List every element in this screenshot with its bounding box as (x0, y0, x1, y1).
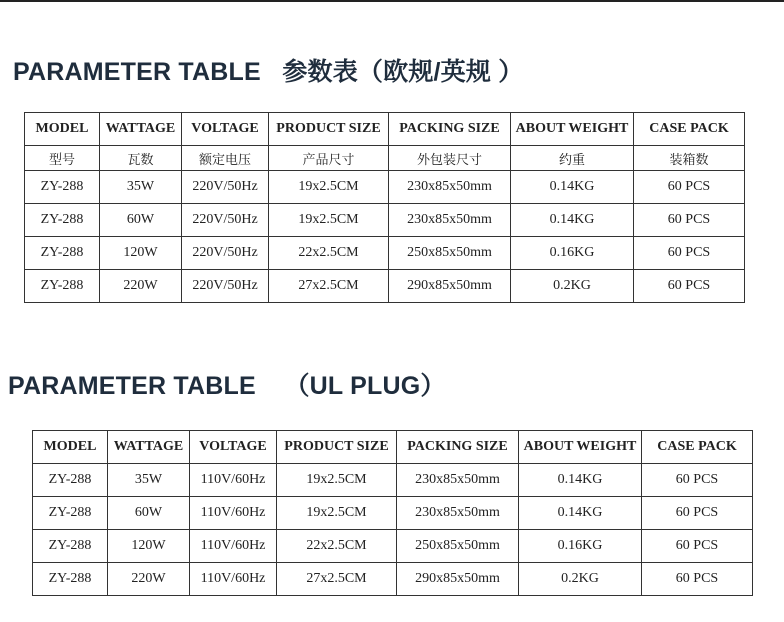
cell-model: ZY-288 (25, 204, 100, 237)
cell-wattage: 220W (100, 270, 182, 303)
col-subheader-product-size: 产品尺寸 (269, 146, 389, 171)
cell-product-size: 27x2.5CM (269, 270, 389, 303)
cell-wattage: 60W (100, 204, 182, 237)
cell-weight: 0.14KG (511, 204, 634, 237)
cell-packing-size: 250x85x50mm (397, 530, 519, 563)
cell-model: ZY-288 (33, 464, 108, 497)
cell-model: ZY-288 (25, 171, 100, 204)
cell-packing-size: 290x85x50mm (389, 270, 511, 303)
cell-case-pack: 60 PCS (634, 270, 745, 303)
cell-model: ZY-288 (33, 563, 108, 596)
table-row (33, 530, 753, 563)
cell-model: ZY-288 (33, 497, 108, 530)
col-subheader-case-pack: 装箱数 (634, 146, 745, 171)
table-row (33, 497, 753, 530)
cell-weight: 0.16KG (511, 237, 634, 270)
cell-packing-size: 230x85x50mm (397, 464, 519, 497)
cell-product-size: 19x2.5CM (269, 171, 389, 204)
col-header-packing-size: PACKING SIZE (389, 113, 511, 146)
table-subheader-row (25, 146, 745, 171)
cell-weight: 0.14KG (511, 171, 634, 204)
cell-packing-size: 290x85x50mm (397, 563, 519, 596)
col-header-packing-size: PACKING SIZE (397, 431, 519, 464)
cell-product-size: 19x2.5CM (277, 497, 397, 530)
cell-case-pack: 60 PCS (642, 497, 753, 530)
col-header-product-size: PRODUCT SIZE (277, 431, 397, 464)
cell-wattage: 35W (100, 171, 182, 204)
col-header-wattage: WATTAGE (100, 113, 182, 146)
table-row (33, 464, 753, 497)
cell-model: ZY-288 (33, 530, 108, 563)
cell-case-pack: 60 PCS (634, 237, 745, 270)
table-row (25, 204, 745, 237)
section-title-ul-plug: PARAMETER TABLE （UL PLUG） (8, 372, 446, 400)
cell-voltage: 110V/60Hz (190, 497, 277, 530)
cell-product-size: 19x2.5CM (269, 204, 389, 237)
cell-case-pack: 60 PCS (634, 204, 745, 237)
col-header-case-pack: CASE PACK (642, 431, 753, 464)
cell-case-pack: 60 PCS (642, 464, 753, 497)
cell-voltage: 110V/60Hz (190, 530, 277, 563)
cell-weight: 0.16KG (519, 530, 642, 563)
col-header-wattage: WATTAGE (108, 431, 190, 464)
cell-wattage: 60W (108, 497, 190, 530)
table-header-row (25, 113, 745, 146)
cell-voltage: 220V/50Hz (182, 204, 269, 237)
cell-weight: 0.14KG (519, 497, 642, 530)
col-header-voltage: VOLTAGE (182, 113, 269, 146)
cell-case-pack: 60 PCS (642, 563, 753, 596)
table-header-row (33, 431, 753, 464)
cell-voltage: 220V/50Hz (182, 171, 269, 204)
table-row (25, 270, 745, 303)
col-subheader-weight: 约重 (511, 146, 634, 171)
cell-packing-size: 230x85x50mm (389, 204, 511, 237)
cell-product-size: 22x2.5CM (277, 530, 397, 563)
cell-voltage: 220V/50Hz (182, 270, 269, 303)
cell-model: ZY-288 (25, 270, 100, 303)
cell-wattage: 120W (100, 237, 182, 270)
cell-product-size: 22x2.5CM (269, 237, 389, 270)
top-divider (0, 0, 784, 2)
col-subheader-model: 型号 (25, 146, 100, 171)
cell-wattage: 120W (108, 530, 190, 563)
cell-voltage: 110V/60Hz (190, 464, 277, 497)
parameter-table-eu-uk (24, 112, 745, 303)
cell-weight: 0.2KG (511, 270, 634, 303)
col-header-about-weight: ABOUT WEIGHT (519, 431, 642, 464)
table-row (25, 171, 745, 204)
table-row (25, 237, 745, 270)
cell-wattage: 220W (108, 563, 190, 596)
cell-model: ZY-288 (25, 237, 100, 270)
col-header-case-pack: CASE PACK (634, 113, 745, 146)
section-title-eu-uk: PARAMETER TABLE 参数表（欧规/英规 ） (13, 58, 524, 86)
table-row (33, 563, 753, 596)
cell-voltage: 220V/50Hz (182, 237, 269, 270)
cell-weight: 0.14KG (519, 464, 642, 497)
col-header-about-weight: ABOUT WEIGHT (511, 113, 634, 146)
cell-packing-size: 250x85x50mm (389, 237, 511, 270)
col-header-model: MODEL (33, 431, 108, 464)
col-subheader-packing-size: 外包装尺寸 (389, 146, 511, 171)
cell-voltage: 110V/60Hz (190, 563, 277, 596)
col-subheader-wattage: 瓦数 (100, 146, 182, 171)
parameter-table-ul-plug (32, 430, 753, 596)
cell-product-size: 27x2.5CM (277, 563, 397, 596)
cell-wattage: 35W (108, 464, 190, 497)
col-header-voltage: VOLTAGE (190, 431, 277, 464)
cell-weight: 0.2KG (519, 563, 642, 596)
cell-case-pack: 60 PCS (642, 530, 753, 563)
cell-case-pack: 60 PCS (634, 171, 745, 204)
cell-packing-size: 230x85x50mm (397, 497, 519, 530)
col-header-product-size: PRODUCT SIZE (269, 113, 389, 146)
col-subheader-voltage: 额定电压 (182, 146, 269, 171)
cell-packing-size: 230x85x50mm (389, 171, 511, 204)
cell-product-size: 19x2.5CM (277, 464, 397, 497)
col-header-model: MODEL (25, 113, 100, 146)
